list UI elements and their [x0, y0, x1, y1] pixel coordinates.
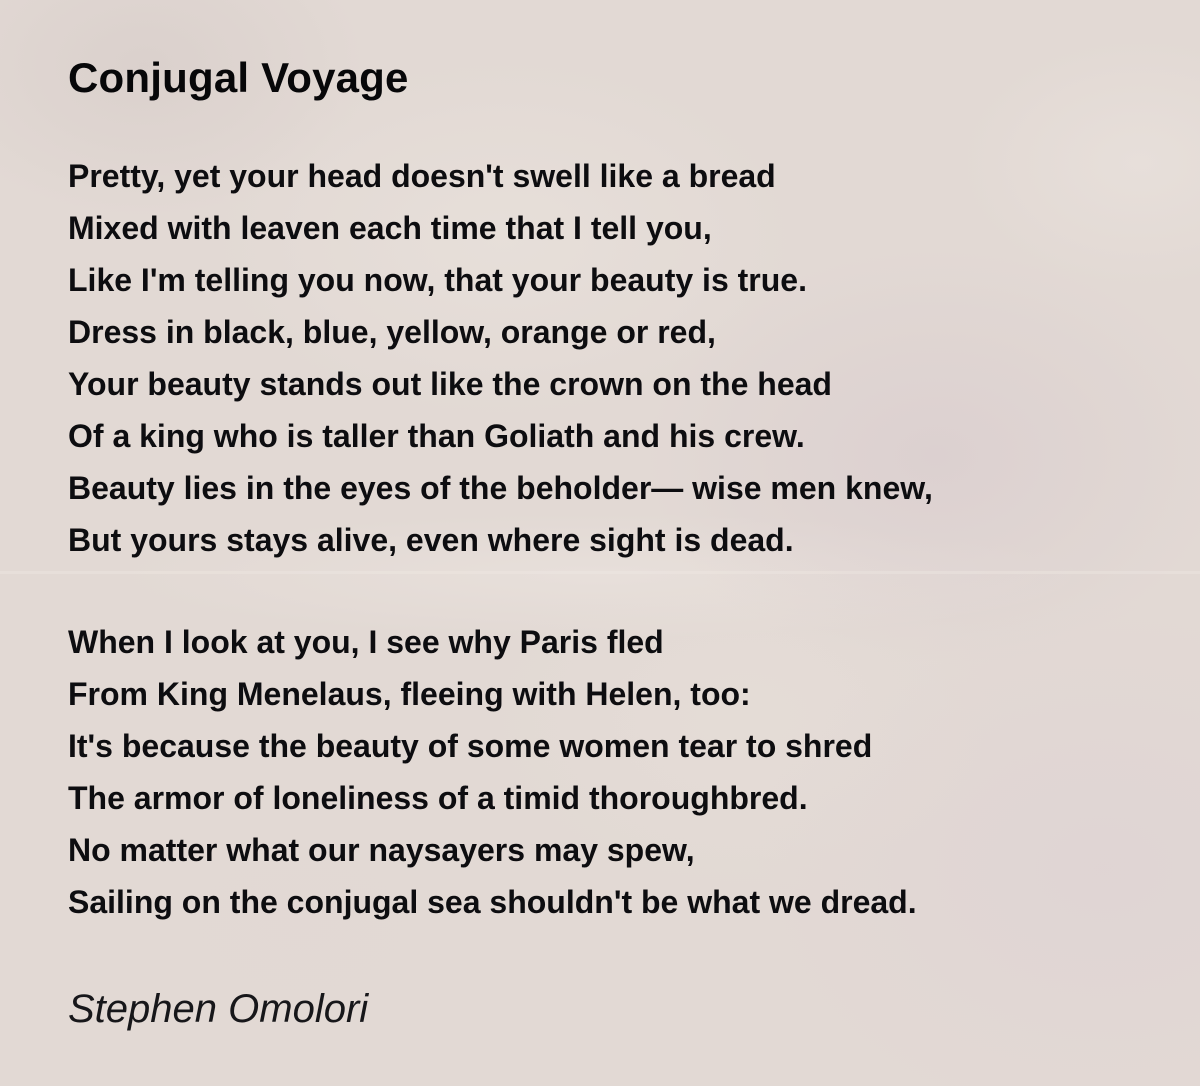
poem-line: Dress in black, blue, yellow, orange or red,: [68, 314, 716, 350]
poem-title: Conjugal Voyage: [68, 54, 409, 101]
poem-line: But yours stays alive, even where sight is dead.: [68, 522, 794, 558]
poem-line: When I look at you, I see why Paris fled: [68, 624, 664, 660]
poem-line: Your beauty stands out like the crown on the head: [68, 366, 832, 402]
stanza-1: [68, 150, 1160, 566]
poem-line: The armor of loneliness of a timid thoroughbred.: [68, 780, 808, 816]
poem-line: Mixed with leaven each time that I tell you,: [68, 210, 712, 246]
poem-author: Stephen Omolori: [68, 987, 369, 1031]
poem-line: Pretty, yet your head doesn't swell like a bread: [68, 158, 776, 194]
poem-line: No matter what our naysayers may spew,: [68, 832, 695, 868]
poem-line: Like I'm telling you now, that your beauty is true.: [68, 262, 807, 298]
poem-line: From King Menelaus, fleeing with Helen, too:: [68, 676, 751, 712]
stanza-2: [68, 616, 1160, 928]
poem-line: Beauty lies in the eyes of the beholder— wise men knew,: [68, 470, 933, 506]
poem-line: Sailing on the conjugal sea shouldn't be what we dread.: [68, 884, 917, 920]
poem-line: It's because the beauty of some women tear to shred: [68, 728, 873, 764]
paper-texture-seam: [0, 571, 1200, 574]
poem-line: Of a king who is taller than Goliath and his crew.: [68, 418, 805, 454]
